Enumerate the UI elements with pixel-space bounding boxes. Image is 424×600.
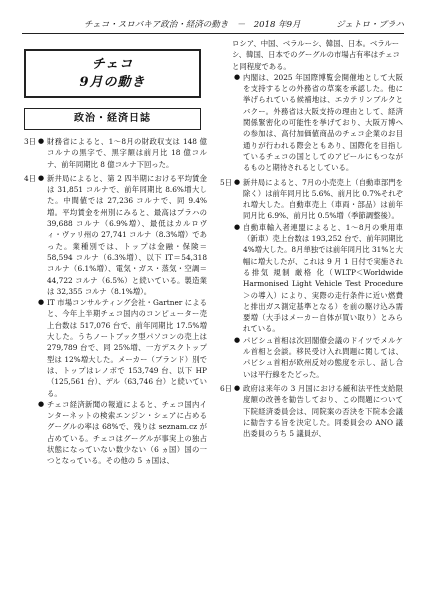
page-header	[22, 14, 404, 34]
entry-date: 4日	[23, 173, 36, 183]
bullet-icon: ●	[234, 383, 241, 392]
diary-item	[38, 399, 207, 467]
continued-paragraph: ロシア、中国、ベラルーシ、韓国、日本。ベラルーシ、韓国、日本でのグーグルの市場占有率はチェコと同程度である。	[232, 39, 400, 71]
bullet-icon: ●	[38, 173, 45, 182]
diary-entry	[22, 173, 207, 467]
bullet-icon: ●	[38, 298, 45, 307]
entry-date: 3日	[23, 137, 36, 146]
item-text: 新井局によると、第 2 四半期における平均賃金は 31,851 コルナで、前年同期比 8.6%増大した。中間値では 27,236 コルナで、同 9.4%増。平均賃金を州別にみると、最高はプラハの 39,688 コルナ（6.9%増）、最低はカルロヴィ・ヴァリ州の 27,741 コルナ（8.3%増）であった。業種別では、トップは金融・保険＝58,594 コルナ（6.3%増）、以下 IT＝54,318 コルナ（6.1%増）、電気・ガス・蒸気・空調＝44,722 コルナ（6.5%）と続いている。製造業は 32,355 コルナ（8.1%増）。	[47, 173, 207, 296]
diary-entry	[218, 72, 403, 174]
item-text: 新井局によると、7月の小売売上（自動車部門を除く）は前年同月比 5.6%、前月比 0.7%それぞれ増大した。自動車売上（車両・部品）は前年同月比 6.9%、前月比 0.5%増（季節調整後）。	[243, 177, 403, 221]
diary-item	[234, 383, 403, 439]
item-text: チェコ経済新聞の報道によると、チェコ国内インターネットの検索エンジン・シェアに占めるグーグルの率は 68%で、残りは seznam.cz が占めている。チェコはグーグルが事実上の独占状態になっていない数少ない（6 ヵ国）国の一つとなっている。その他の 5 ヵ国は、	[47, 399, 207, 466]
section-heading: 政治・経済日誌	[24, 108, 201, 130]
title-line-1: チェコ	[91, 56, 134, 72]
left-column	[22, 38, 207, 470]
item-text: パビシュ首相は次回閣僚会議のドイツでメルケル首相と会談。移民受け入れ問題に関しては、パビシュ首相が欧州反対の態度を示し、話し合いは平行線をたどった。	[243, 335, 403, 379]
bullet-icon: ●	[38, 399, 45, 408]
diary-item	[38, 297, 207, 399]
diary-entry	[22, 136, 207, 170]
bullet-icon: ●	[234, 177, 241, 186]
entry-date	[218, 72, 234, 174]
header-publisher: ジェトロ・プラハ	[336, 20, 404, 30]
item-text: IT 市場コンサルティング会社・Gartner によると、今年上半期チェコ国内のコンピューター売上台数は 517,076 台で、前年同期比 17.5%増大した。うちノートブック型パソコンの売上は 279,789 台で、同 25%増、一方デスクトップ型は 12%増大した。メーカー（ブランド）別では、トップはレノボで 153,749 台、以下 HP（125,561 台）、デル（63,746 台）と続いている。	[47, 298, 207, 398]
continued-text	[218, 38, 403, 72]
page-title	[24, 49, 201, 98]
bullet-icon: ●	[234, 335, 241, 344]
diary-item	[38, 136, 207, 170]
diary-item	[234, 222, 403, 335]
bullet-icon: ●	[234, 72, 241, 81]
item-text: 政府は来年の 3 月国における緩和法平性支給限度額の改善を勧告しており、この問題について下院経済委員会は、同院案の否決を下院本会議に勧告する旨を決定した。同委員会の ANO 議出委員のうち 5 議員が、	[243, 383, 403, 439]
diary-item	[38, 173, 207, 297]
bullet-icon: ●	[234, 222, 241, 231]
header-title: チェコ・スロバキア政治・経済の動き － 2018 年9月	[84, 20, 301, 30]
diary-item	[234, 335, 403, 380]
diary-item	[234, 177, 403, 222]
bullet-icon: ●	[38, 137, 45, 145]
diary-entry	[218, 177, 403, 380]
right-column	[218, 38, 403, 442]
diary-item	[234, 72, 403, 174]
entry-date: 5日	[219, 177, 232, 187]
item-text: 内閣は、2025 年国際博覧会開催地として大阪を支持するとの外務省の草案を承認した。他に挙げられている候補地は、エカテリンブルクとバクー。外務省は大阪支持の理由として、経済関係緊密化の可能性を挙げており、大阪万博への参加は、高付加価値商品のチェコ企業のお目通りが行われる際会ともあり、国際化を目指しているチェコの国としてのアピールにもつながるものと期待されるとしている。	[243, 72, 403, 173]
entry-date: 6日	[219, 383, 232, 393]
item-text: 財務省によると、1～8月の財政収支は 148 億コルナの黒字で、黒字額は前月比 18 億コルナ、前年同期比 8 億コルナ下回った。	[47, 137, 207, 169]
item-text: 自動車輸入者連盟によると、1～8月の乗用車（新車）売上台数は 193,252 台で、前年同期比 4%増大した。8月単独では前年同月比 31%と大幅に増大したが、これは 9 月 1 日付で実施される排気 規制 厳格 化（WLTP＜Worldwide Harmonised Light Vehicle Test Procedure＞の導入）により、実際の走行条件に近い燃費と排出ガス測定基準となる）を前の駆け込み需要増（大手はメーカー自体が買い取り）とみられている。	[243, 222, 403, 334]
title-line-2: 9月の動き	[79, 74, 146, 90]
diary-entry	[218, 383, 403, 439]
